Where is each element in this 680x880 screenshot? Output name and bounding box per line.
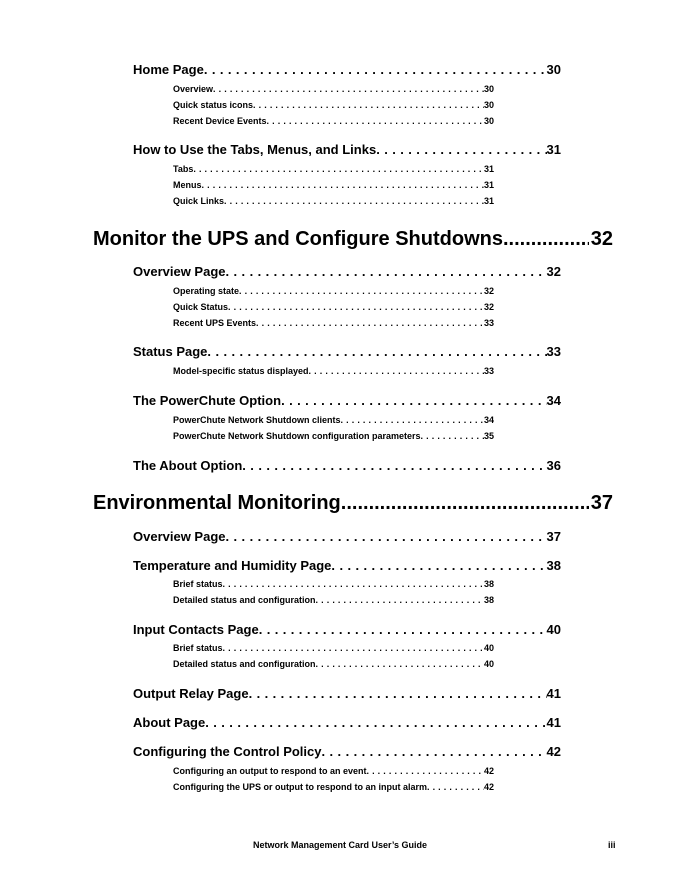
toc-chapter-page: 32 (590, 228, 613, 250)
toc-chapter-title: Monitor the UPS and Configure Shutdowns (93, 228, 503, 250)
toc-entry-page: 30 (483, 116, 494, 126)
footer-title: Network Management Card User’s Guide (252, 840, 428, 850)
toc-entry-title: The About Option (133, 458, 243, 473)
toc-entry-page: 38 (483, 579, 494, 589)
toc-entry-menus[interactable] (173, 180, 494, 190)
toc-entry-title: Brief status (173, 643, 223, 653)
toc-entry-title: Menus (173, 180, 202, 190)
toc-entry-page: 35 (483, 431, 494, 441)
toc-entry-page: 33 (483, 318, 494, 328)
toc-entry-page: 31 (546, 142, 561, 157)
toc-entry-title: Input Contacts Page (133, 622, 259, 637)
toc-entry-title: Configuring the UPS or output to respond to an input alarm (173, 782, 427, 792)
toc-entry-detailed-status[interactable] (173, 659, 494, 669)
toc-entry-how-to-use[interactable] (133, 142, 561, 157)
toc-entry-page: 41 (546, 715, 561, 730)
toc-entry-page: 41 (546, 686, 561, 701)
dot-leader (366, 766, 484, 776)
toc-entry-temp-humidity[interactable] (133, 558, 561, 573)
toc-entry-page: 42 (483, 782, 494, 792)
toc-chapter-env-monitoring[interactable] (93, 492, 613, 515)
footer-page-number: iii (608, 840, 616, 850)
dot-leader (205, 715, 546, 730)
toc-entry-page: 40 (546, 622, 561, 637)
toc-entry-title: Recent Device Events (173, 116, 267, 126)
dot-leader (331, 558, 546, 573)
dot-leader (207, 344, 546, 359)
toc-entry-page: 42 (546, 744, 561, 759)
toc-entry-title: Temperature and Humidity Page (133, 558, 332, 573)
toc-entry-title: How to Use the Tabs, Menus, and Links (133, 142, 377, 157)
toc-entry-tabs[interactable] (173, 164, 494, 174)
toc-entry-config-ups-alarm[interactable] (173, 782, 494, 792)
toc-entry-title: Status Page (133, 344, 208, 359)
toc-entry-title: Tabs (173, 164, 194, 174)
dot-leader (316, 659, 484, 669)
toc-entry-input-contacts[interactable] (133, 622, 561, 637)
toc-entry-page: 40 (483, 659, 494, 669)
dot-leader (376, 142, 546, 157)
dot-leader (239, 286, 484, 296)
toc-entry-title: The PowerChute Option (133, 393, 282, 408)
toc-entry-title: PowerChute Network Shutdown clients (173, 415, 341, 425)
toc-entry-page: 31 (483, 180, 494, 190)
toc-entry-page: 30 (483, 84, 494, 94)
toc-entry-overview-page[interactable] (133, 264, 561, 279)
toc-entry-title: About Page (133, 715, 206, 730)
toc-entry-about-page[interactable] (133, 715, 561, 730)
toc-entry-overview[interactable] (173, 84, 494, 94)
dot-leader (193, 164, 484, 174)
dot-leader (242, 458, 546, 473)
toc-entry-env-overview-page[interactable] (133, 529, 561, 544)
toc-entry-control-policy[interactable] (133, 744, 561, 759)
toc-entry-page: 34 (483, 415, 494, 425)
toc-entry-title: PowerChute Network Shutdown configuration parameters (173, 431, 421, 441)
toc-entry-about-option[interactable] (133, 458, 561, 473)
toc-entry-title: Quick status icons (173, 100, 254, 110)
dot-leader (256, 318, 484, 328)
dot-leader (223, 579, 484, 589)
toc-entry-page: 31 (483, 164, 494, 174)
toc-entry-title: Output Relay Page (133, 686, 249, 701)
toc-entry-title: Detailed status and configuration (173, 659, 316, 669)
toc-entry-pcns-config[interactable] (173, 431, 494, 441)
dot-leader (226, 529, 547, 544)
toc-entry-recent-device-events[interactable] (173, 116, 494, 126)
dot-leader (316, 595, 484, 605)
toc-chapter-page: 37 (590, 492, 613, 514)
toc-entry-page: 32 (546, 264, 561, 279)
dot-leader (224, 196, 484, 206)
dot-leader (309, 366, 484, 376)
toc-entry-model-specific-status[interactable] (173, 366, 494, 376)
toc-entry-config-output-event[interactable] (173, 766, 494, 776)
toc-entry-page: 31 (483, 196, 494, 206)
toc-entry-quick-links[interactable] (173, 196, 494, 206)
dot-leader (341, 415, 484, 425)
dot-leader (259, 622, 547, 637)
toc-entry-operating-state[interactable] (173, 286, 494, 296)
toc-entry-title: Configuring an output to respond to an event (173, 766, 367, 776)
dot-leader (226, 264, 547, 279)
toc-entry-title: Recent UPS Events (173, 318, 257, 328)
dot-leader (267, 116, 484, 126)
toc-entry-page: 30 (483, 100, 494, 110)
toc-entry-page: 32 (483, 302, 494, 312)
toc-entry-page: 38 (483, 595, 494, 605)
toc-entry-title: Overview Page (133, 529, 226, 544)
toc-entry-title: Quick Links (173, 196, 225, 206)
dot-leader (223, 643, 484, 653)
dot-leader (228, 302, 484, 312)
dot-leader (341, 492, 589, 515)
toc-entry-title: Brief status (173, 579, 223, 589)
toc-entry-detailed-status[interactable] (173, 595, 494, 605)
dot-leader (322, 744, 547, 759)
toc-entry-page: 40 (483, 643, 494, 653)
dot-leader (204, 62, 547, 77)
toc-entry-quick-status-icons[interactable] (173, 100, 494, 110)
toc-entry-title: Home Page (133, 62, 204, 77)
dot-leader (249, 686, 547, 701)
toc-entry-page: 38 (546, 558, 561, 573)
toc-entry-brief-status[interactable] (173, 579, 494, 589)
toc-entry-page: 33 (546, 344, 561, 359)
toc-entry-title: Quick Status (173, 302, 229, 312)
dot-leader (427, 782, 484, 792)
toc-entry-brief-status[interactable] (173, 643, 494, 653)
dot-leader (421, 431, 484, 441)
toc-entry-title: Model-specific status displayed (173, 366, 309, 376)
toc-entry-title: Overview (173, 84, 214, 94)
toc-entry-title: Operating state (173, 286, 240, 296)
dot-leader (253, 100, 484, 110)
toc-entry-page: 36 (546, 458, 561, 473)
dot-leader (202, 180, 484, 190)
toc-entry-powerchute-option[interactable] (133, 393, 561, 408)
toc-entry-page: 30 (546, 62, 561, 77)
toc-entry-page: 37 (546, 529, 561, 544)
toc-entry-home-page[interactable] (133, 62, 561, 77)
dot-leader (213, 84, 484, 94)
dot-leader (281, 393, 546, 408)
toc-entry-pcns-clients[interactable] (173, 415, 494, 425)
toc-entry-output-relay[interactable] (133, 686, 561, 701)
toc-entry-recent-ups-events[interactable] (173, 318, 494, 328)
toc-entry-page: 42 (483, 766, 494, 776)
toc-entry-page: 33 (483, 366, 494, 376)
toc-chapter-title: Environmental Monitoring (93, 492, 341, 514)
toc-entry-status-page[interactable] (133, 344, 561, 359)
toc-entry-title: Detailed status and configuration (173, 595, 316, 605)
toc-entry-title: Overview Page (133, 264, 226, 279)
toc-entry-page: 32 (483, 286, 494, 296)
dot-leader (503, 228, 589, 251)
toc-chapter-monitor-ups[interactable] (93, 228, 613, 251)
toc-entry-title: Configuring the Control Policy (133, 744, 322, 759)
toc-entry-page: 34 (546, 393, 561, 408)
toc-entry-quick-status[interactable] (173, 302, 494, 312)
